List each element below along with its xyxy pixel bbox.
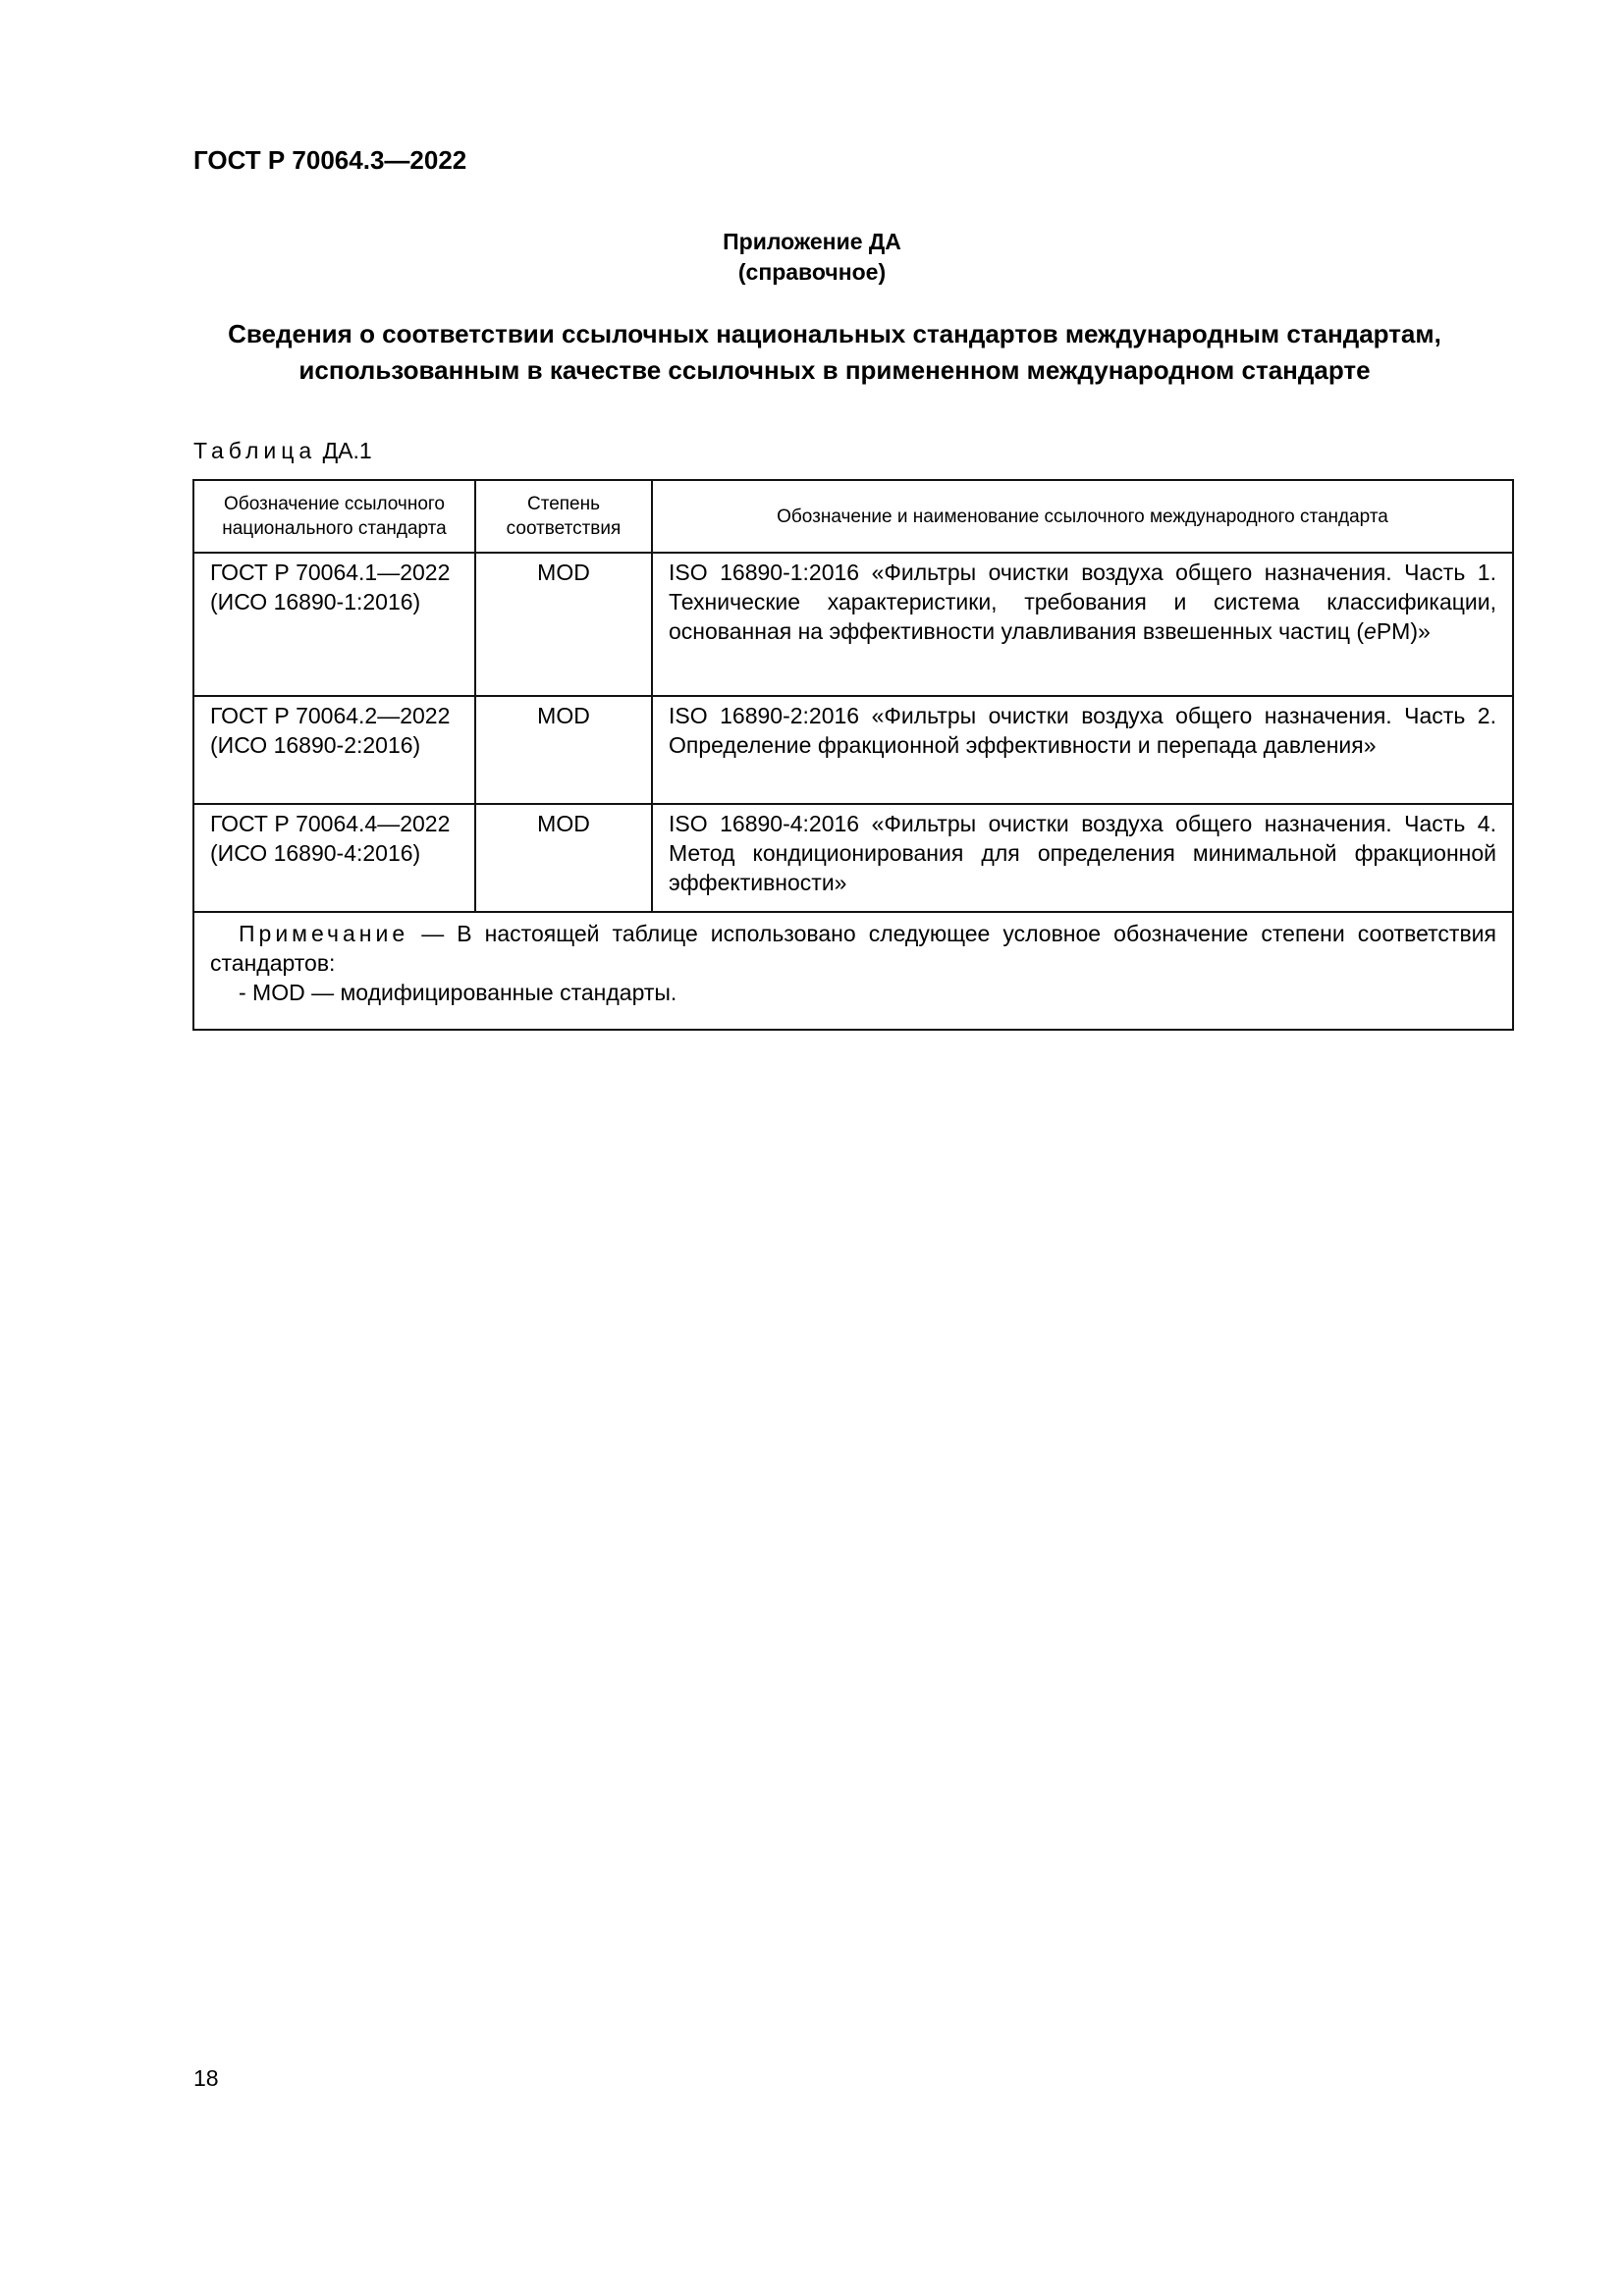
header-national-standard: Обозначение ссылочного национального стандарта <box>193 480 475 553</box>
document-code-header: ГОСТ Р 70064.3—2022 <box>193 145 467 175</box>
section-title-line2: использованным в качестве ссылочных в примененном международном стандарте <box>298 355 1371 385</box>
cell-international-standard <box>652 553 1513 696</box>
table-row <box>193 804 1513 912</box>
appendix-subtitle: (справочное) <box>737 259 887 285</box>
cell-international-text-end: PM)» <box>1376 618 1431 644</box>
cell-international-text: ISO 16890-1:2016 «Фильтры очистки воздуха общего назначения. Часть 1. Технические характеристики, требования и система классификации, основанная на эффективности улавливания взвешенных частиц ( <box>669 560 1496 644</box>
table-note-row <box>193 912 1513 1030</box>
table-caption-word: Таблица <box>193 438 317 463</box>
cell-degree: MOD <box>475 553 652 696</box>
cell-international-italic: e <box>1364 618 1377 644</box>
note-text: — В настоящей таблице использовано следующее условное обозначение степени соответствия стандартов: <box>210 921 1496 976</box>
note-item: - MOD — модифицированные стандарты. <box>239 980 677 1005</box>
header-international-standard: Обозначение и наименование ссылочного международного стандарта <box>652 480 1513 553</box>
cell-degree: MOD <box>475 804 652 912</box>
table-caption <box>193 438 372 464</box>
table-note <box>193 912 1513 1030</box>
cell-degree: MOD <box>475 696 652 804</box>
section-title-line1: Сведения о соответствии ссылочных национальных стандартов международным стандартам, <box>228 319 1441 348</box>
table-row <box>193 553 1513 696</box>
cell-international-standard: ISO 16890-2:2016 «Фильтры очистки воздуха общего назначения. Часть 2. Определение фракционной эффективности и перепада давления» <box>652 696 1513 804</box>
note-lead: Примечание <box>239 921 409 946</box>
table-caption-number: ДА.1 <box>322 438 372 463</box>
table-header-row <box>193 480 1513 553</box>
page-number: 18 <box>193 2065 219 2091</box>
cell-international-standard: ISO 16890-4:2016 «Фильтры очистки воздуха общего назначения. Часть 4. Метод кондиционирования для определения минимальной фракционной эффективности» <box>652 804 1513 912</box>
cell-national-standard: ГОСТ Р 70064.1—2022 (ИСО 16890-1:2016) <box>193 553 475 696</box>
section-title <box>157 316 1512 389</box>
header-degree: Степень соответствия <box>475 480 652 553</box>
appendix-title: Приложение ДА <box>723 229 901 254</box>
cell-national-standard: ГОСТ Р 70064.2—2022 (ИСО 16890-2:2016) <box>193 696 475 804</box>
table-row <box>193 696 1513 804</box>
cell-national-standard: ГОСТ Р 70064.4—2022 (ИСО 16890-4:2016) <box>193 804 475 912</box>
correspondence-table <box>192 479 1514 1031</box>
